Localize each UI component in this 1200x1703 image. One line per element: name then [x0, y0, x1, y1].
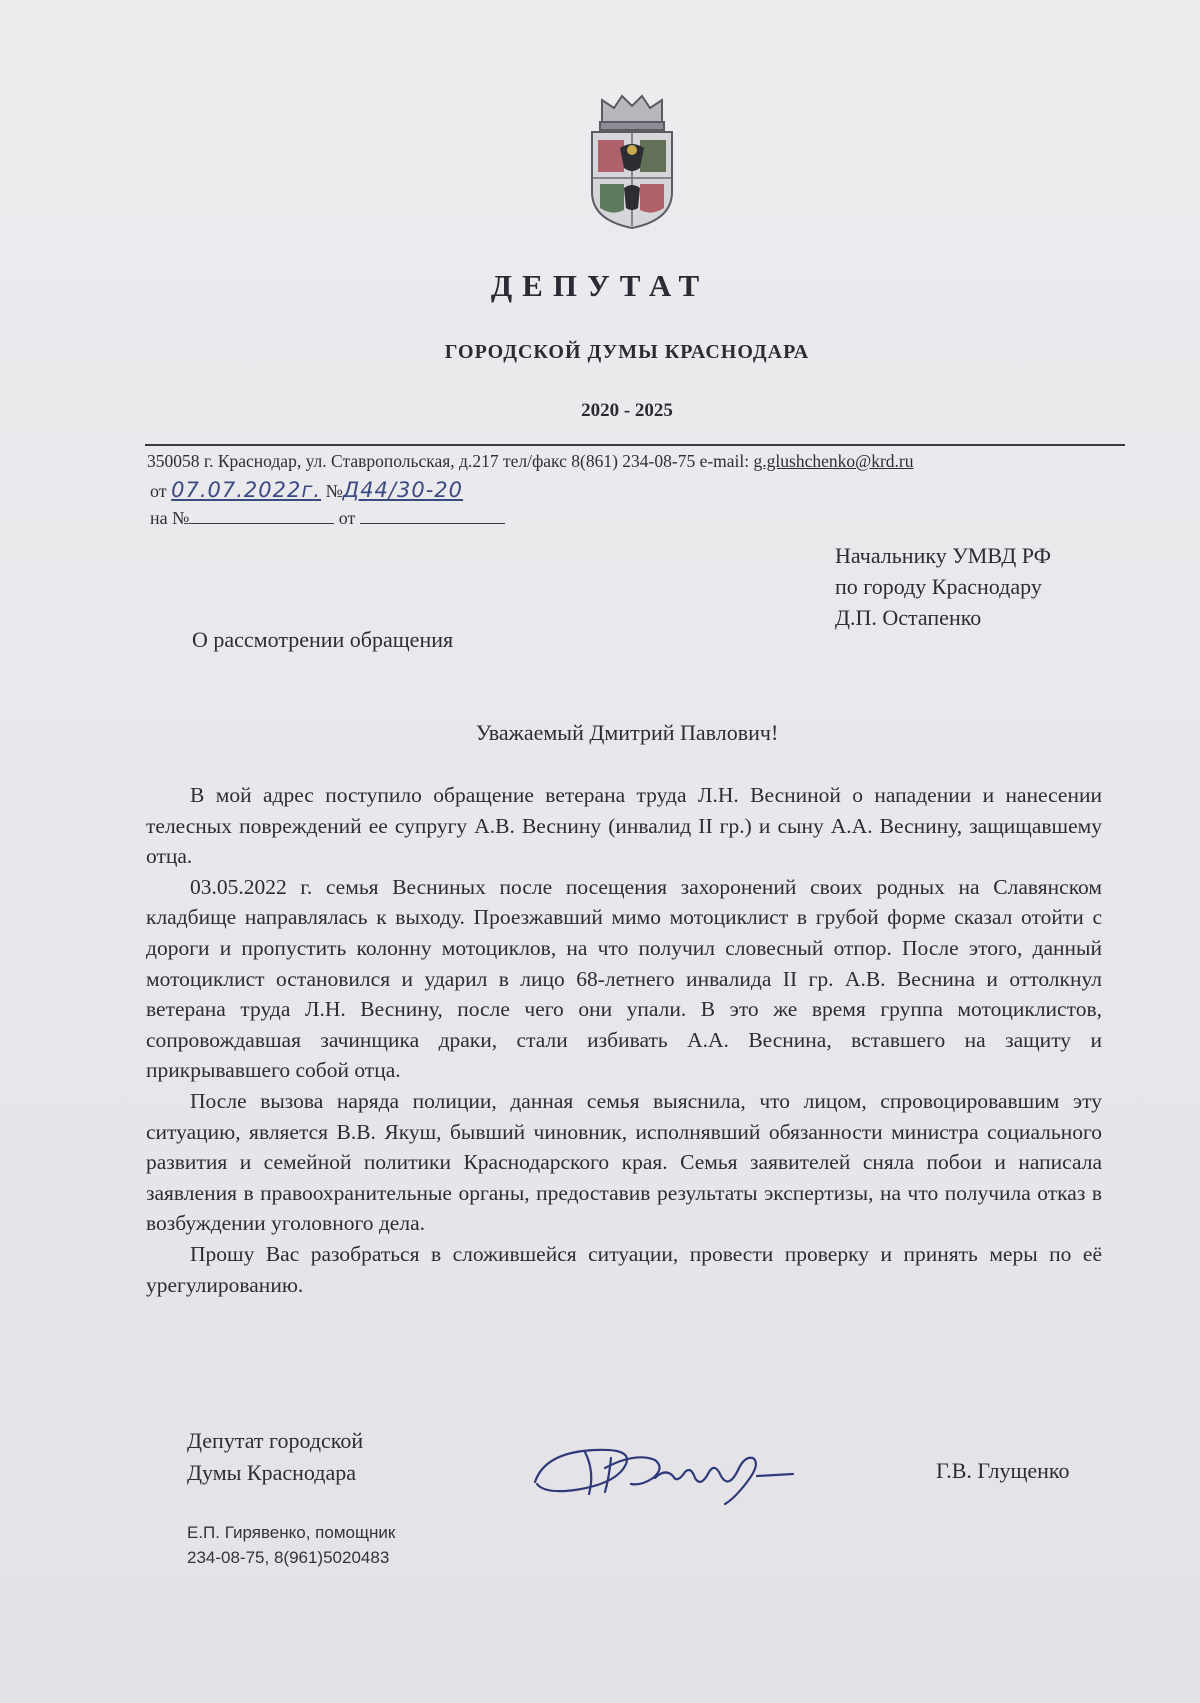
letterhead-subtitle: ГОРОДСКОЙ ДУМЫ КРАСНОДАРА — [444, 341, 810, 363]
reply-date-blank — [360, 507, 505, 524]
addressee-line: по городу Краснодару — [835, 574, 1042, 599]
position-line: Депутат городской — [187, 1428, 364, 1453]
term-years: 2020 - 2025 — [581, 400, 673, 421]
reply-label: на № — [150, 508, 190, 528]
handwritten-date: 07.07.2022г. — [171, 478, 322, 502]
email-link[interactable]: g.glushchenko@krd.ru — [753, 451, 914, 471]
addressee-line: Д.П. Остапенко — [835, 605, 982, 630]
contact-address — [147, 451, 914, 472]
assistant-phone: 234-08-75, 8(961)5020483 — [187, 1548, 390, 1567]
from-label: от — [150, 481, 167, 501]
addressee-block — [835, 540, 1051, 633]
handwritten-signature-icon — [525, 1432, 845, 1512]
reply-from-label: от — [338, 508, 356, 528]
letterhead-title: ДЕПУТАТ — [490, 268, 710, 303]
signer-name: Г.В. Глущенко — [936, 1458, 1070, 1483]
signer-position — [187, 1425, 363, 1489]
letter-subject: О рассмотрении обращения — [192, 627, 454, 652]
body-paragraph: После вызова наряда полиции, данная семья выяснила, что лицом, спровоцировавшим эту ситуацию, является В.В. Якуш, бывший чиновник, исполнявший обязанности министра социального развития и семейной политики Краснодарского края. Семья заявителей сняла побои и написала заявления в правоохранительные органы, предоставив результаты экспертизы, на что получила отказ в возбуждении уголовного дела. — [146, 1088, 1102, 1236]
body-paragraph: 03.05.2022 г. семья Весниных после посещения захоронений своих родных на Славянском кладбище направлялась к выходу. Проезжавший мимо мотоциклист в грубой форме сказал отойти с дороги и пропустить колонну мотоциклов, на что получил словесный отпор. После этого, данный мотоциклист остановился и ударил в лицо 68-летнего инвалида II гр. А.В. Веснина и оттолкнул ветерана труда Л.Н. Веснину, после чего они упали. В это же время группа мотоциклистов, сопровождавшая зачинщика драки, стали избивать А.А. Веснина, вставшего на защиту и прикрывавшего собой отца. — [146, 874, 1102, 1083]
outgoing-reference — [150, 478, 463, 502]
salutation: Уважаемый Дмитрий Павлович! — [475, 720, 779, 745]
reply-number-blank — [189, 507, 334, 524]
coat-of-arms-icon — [584, 92, 680, 232]
handwritten-number: Д44/30-20 — [342, 478, 464, 502]
assistant-line: Е.П. Гирявенко, помощник — [187, 1523, 396, 1542]
address-text: 350058 г. Краснодар, ул. Ставропольская, д.217 тел/факс 8(861) 234-08-75 e-mail: — [147, 451, 754, 471]
header-divider — [145, 444, 1125, 446]
letter-body — [146, 780, 1102, 1300]
position-line: Думы Краснодара — [187, 1460, 356, 1485]
addressee-line: Начальнику УМВД РФ — [835, 543, 1051, 568]
number-label: № — [325, 481, 343, 501]
assistant-contact — [187, 1520, 395, 1570]
body-paragraph: Прошу Вас разобраться в сложившейся ситуации, провести проверку и принять меры по её урегулированию. — [146, 1241, 1102, 1297]
body-paragraph: В мой адрес поступило обращение ветерана труда Л.Н. Весниной о нападении и нанесении телесных повреждений ее супругу А.В. Веснину (инвалид II гр.) и сыну А.А. Веснину, защищавшему отца. — [146, 783, 1102, 869]
incoming-reference — [150, 507, 505, 529]
